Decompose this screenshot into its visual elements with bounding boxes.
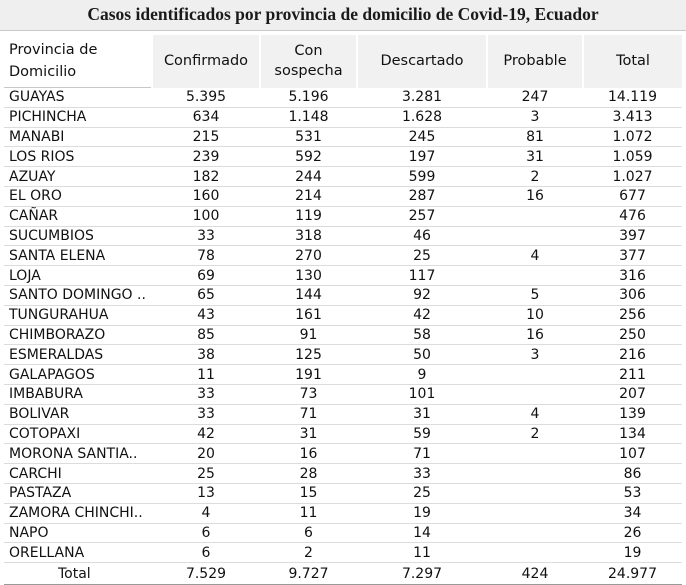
total-cell: 397 [583,226,682,246]
suspected-cell: 119 [260,206,357,226]
total-cell: 134 [583,424,682,444]
probable-cell [487,266,583,286]
suspected-cell: 531 [260,127,357,147]
suspected-cell: 2 [260,543,357,563]
table-row [4,365,682,385]
probable-cell [487,483,583,503]
discarded-cell: 25 [357,483,487,503]
discarded-cell: 3.281 [357,88,487,108]
suspected-cell: 318 [260,226,357,246]
discarded-cell: 101 [357,384,487,404]
probable-cell [487,444,583,464]
header-total: Total [583,35,682,88]
probable-cell: 16 [487,186,583,206]
province-cell: PICHINCHA [4,107,152,127]
table-row [4,206,682,226]
table-row [4,483,682,503]
probable-cell: 2 [487,167,583,187]
discarded-cell: 58 [357,325,487,345]
table-row [4,523,682,543]
table-row [4,266,682,286]
discarded-cell: 14 [357,523,487,543]
header-row [4,35,682,88]
province-cell: MANABI [4,127,152,147]
suspected-cell: 71 [260,404,357,424]
confirmed-cell: 85 [152,325,260,345]
totals-confirmed: 7.529 [152,563,260,585]
discarded-cell: 11 [357,543,487,563]
confirmed-cell: 4 [152,503,260,523]
confirmed-cell: 20 [152,444,260,464]
confirmed-cell: 634 [152,107,260,127]
table-row [4,424,682,444]
province-cell: CAÑAR [4,206,152,226]
table-row [4,464,682,484]
confirmed-cell: 69 [152,266,260,286]
header-province-line1: Provincia de [9,42,98,58]
total-cell: 476 [583,206,682,226]
province-cell: MORONA SANTIA.. [4,444,152,464]
probable-cell: 2 [487,424,583,444]
probable-cell [487,384,583,404]
total-cell: 26 [583,523,682,543]
suspected-cell: 592 [260,147,357,167]
discarded-cell: 599 [357,167,487,187]
suspected-cell: 1.148 [260,107,357,127]
suspected-cell: 214 [260,186,357,206]
suspected-cell: 5.196 [260,88,357,108]
province-cell: TUNGURAHUA [4,305,152,325]
probable-cell: 16 [487,325,583,345]
suspected-cell: 244 [260,167,357,187]
totals-probable: 424 [487,563,583,585]
suspected-cell: 16 [260,444,357,464]
province-cell: ORELLANA [4,543,152,563]
total-cell: 19 [583,543,682,563]
discarded-cell: 117 [357,266,487,286]
header-province-line2: Domicilio [9,64,77,80]
province-cell: ESMERALDAS [4,345,152,365]
discarded-cell: 31 [357,404,487,424]
total-cell: 1.072 [583,127,682,147]
table-row [4,305,682,325]
header-suspected-line1: Con [294,43,323,60]
total-cell: 34 [583,503,682,523]
province-cell: AZUAY [4,167,152,187]
province-cell: NAPO [4,523,152,543]
confirmed-cell: 239 [152,147,260,167]
suspected-cell: 15 [260,483,357,503]
total-cell: 53 [583,483,682,503]
table-row [4,285,682,305]
discarded-cell: 287 [357,186,487,206]
total-cell: 139 [583,404,682,424]
confirmed-cell: 215 [152,127,260,147]
probable-cell [487,206,583,226]
discarded-cell: 25 [357,246,487,266]
probable-cell: 3 [487,345,583,365]
province-cell: BOLIVAR [4,404,152,424]
discarded-cell: 245 [357,127,487,147]
suspected-cell: 144 [260,285,357,305]
suspected-cell: 130 [260,266,357,286]
discarded-cell: 257 [357,206,487,226]
totals-discarded: 7.297 [357,563,487,585]
probable-cell: 3 [487,107,583,127]
confirmed-cell: 11 [152,365,260,385]
table-row [4,107,682,127]
totals-total: 24.977 [583,563,682,585]
confirmed-cell: 33 [152,226,260,246]
probable-cell: 31 [487,147,583,167]
province-cell: GUAYAS [4,88,152,108]
confirmed-cell: 182 [152,167,260,187]
total-cell: 107 [583,444,682,464]
table-row [4,503,682,523]
table-row [4,186,682,206]
table-row [4,246,682,266]
total-cell: 316 [583,266,682,286]
province-cell: ZAMORA CHINCHI.. [4,503,152,523]
suspected-cell: 161 [260,305,357,325]
table-row [4,226,682,246]
discarded-cell: 46 [357,226,487,246]
discarded-cell: 92 [357,285,487,305]
table-row [4,147,682,167]
table-row [4,444,682,464]
confirmed-cell: 33 [152,404,260,424]
totals-row [4,563,682,585]
confirmed-cell: 160 [152,186,260,206]
total-cell: 211 [583,365,682,385]
table-row [4,345,682,365]
total-cell: 377 [583,246,682,266]
province-cell: SANTA ELENA [4,246,152,266]
table-row [4,167,682,187]
suspected-cell: 270 [260,246,357,266]
probable-cell [487,523,583,543]
discarded-cell: 19 [357,503,487,523]
province-cell: SUCUMBIOS [4,226,152,246]
total-cell: 250 [583,325,682,345]
table-row [4,325,682,345]
province-cell: COTOPAXI [4,424,152,444]
total-cell: 677 [583,186,682,206]
probable-cell: 247 [487,88,583,108]
suspected-cell: 191 [260,365,357,385]
probable-cell [487,464,583,484]
discarded-cell: 9 [357,365,487,385]
suspected-cell: 91 [260,325,357,345]
province-cell: IMBABURA [4,384,152,404]
confirmed-cell: 100 [152,206,260,226]
table-row [4,384,682,404]
suspected-cell: 125 [260,345,357,365]
confirmed-cell: 5.395 [152,88,260,108]
probable-cell: 10 [487,305,583,325]
table-row [4,127,682,147]
suspected-cell: 11 [260,503,357,523]
totals-suspected: 9.727 [260,563,357,585]
discarded-cell: 59 [357,424,487,444]
covid-cases-table [4,35,682,585]
total-cell: 1.027 [583,167,682,187]
total-cell: 3.413 [583,107,682,127]
province-cell: PASTAZA [4,483,152,503]
suspected-cell: 28 [260,464,357,484]
probable-cell [487,226,583,246]
province-cell: LOJA [4,266,152,286]
header-confirmed: Confirmado [152,35,260,88]
probable-cell: 5 [487,285,583,305]
total-cell: 86 [583,464,682,484]
confirmed-cell: 6 [152,523,260,543]
probable-cell: 4 [487,246,583,266]
total-cell: 1.059 [583,147,682,167]
probable-cell: 81 [487,127,583,147]
province-cell: CHIMBORAZO [4,325,152,345]
suspected-cell: 6 [260,523,357,543]
discarded-cell: 1.628 [357,107,487,127]
province-cell: SANTO DOMINGO .. [4,285,152,305]
confirmed-cell: 33 [152,384,260,404]
confirmed-cell: 25 [152,464,260,484]
province-cell: EL ORO [4,186,152,206]
total-cell: 256 [583,305,682,325]
header-discarded: Descartado [357,35,487,88]
suspected-cell: 73 [260,384,357,404]
probable-cell: 4 [487,404,583,424]
header-probable: Probable [487,35,583,88]
province-cell: LOS RIOS [4,147,152,167]
total-cell: 207 [583,384,682,404]
total-cell: 216 [583,345,682,365]
discarded-cell: 71 [357,444,487,464]
probable-cell [487,503,583,523]
header-suspected [260,35,357,88]
confirmed-cell: 13 [152,483,260,503]
header-suspected-line2: sospecha [274,63,343,80]
total-cell: 14.119 [583,88,682,108]
confirmed-cell: 78 [152,246,260,266]
probable-cell [487,365,583,385]
table-title: Casos identificados por provincia de domicilio de Covid-19, Ecuador [0,0,686,31]
discarded-cell: 33 [357,464,487,484]
total-cell: 306 [583,285,682,305]
discarded-cell: 197 [357,147,487,167]
confirmed-cell: 43 [152,305,260,325]
totals-label: Total [4,563,152,585]
table-row [4,404,682,424]
discarded-cell: 50 [357,345,487,365]
confirmed-cell: 6 [152,543,260,563]
suspected-cell: 31 [260,424,357,444]
confirmed-cell: 38 [152,345,260,365]
confirmed-cell: 65 [152,285,260,305]
discarded-cell: 42 [357,305,487,325]
province-cell: CARCHI [4,464,152,484]
header-province [4,35,152,88]
province-cell: GALAPAGOS [4,365,152,385]
table-row [4,88,682,108]
confirmed-cell: 42 [152,424,260,444]
